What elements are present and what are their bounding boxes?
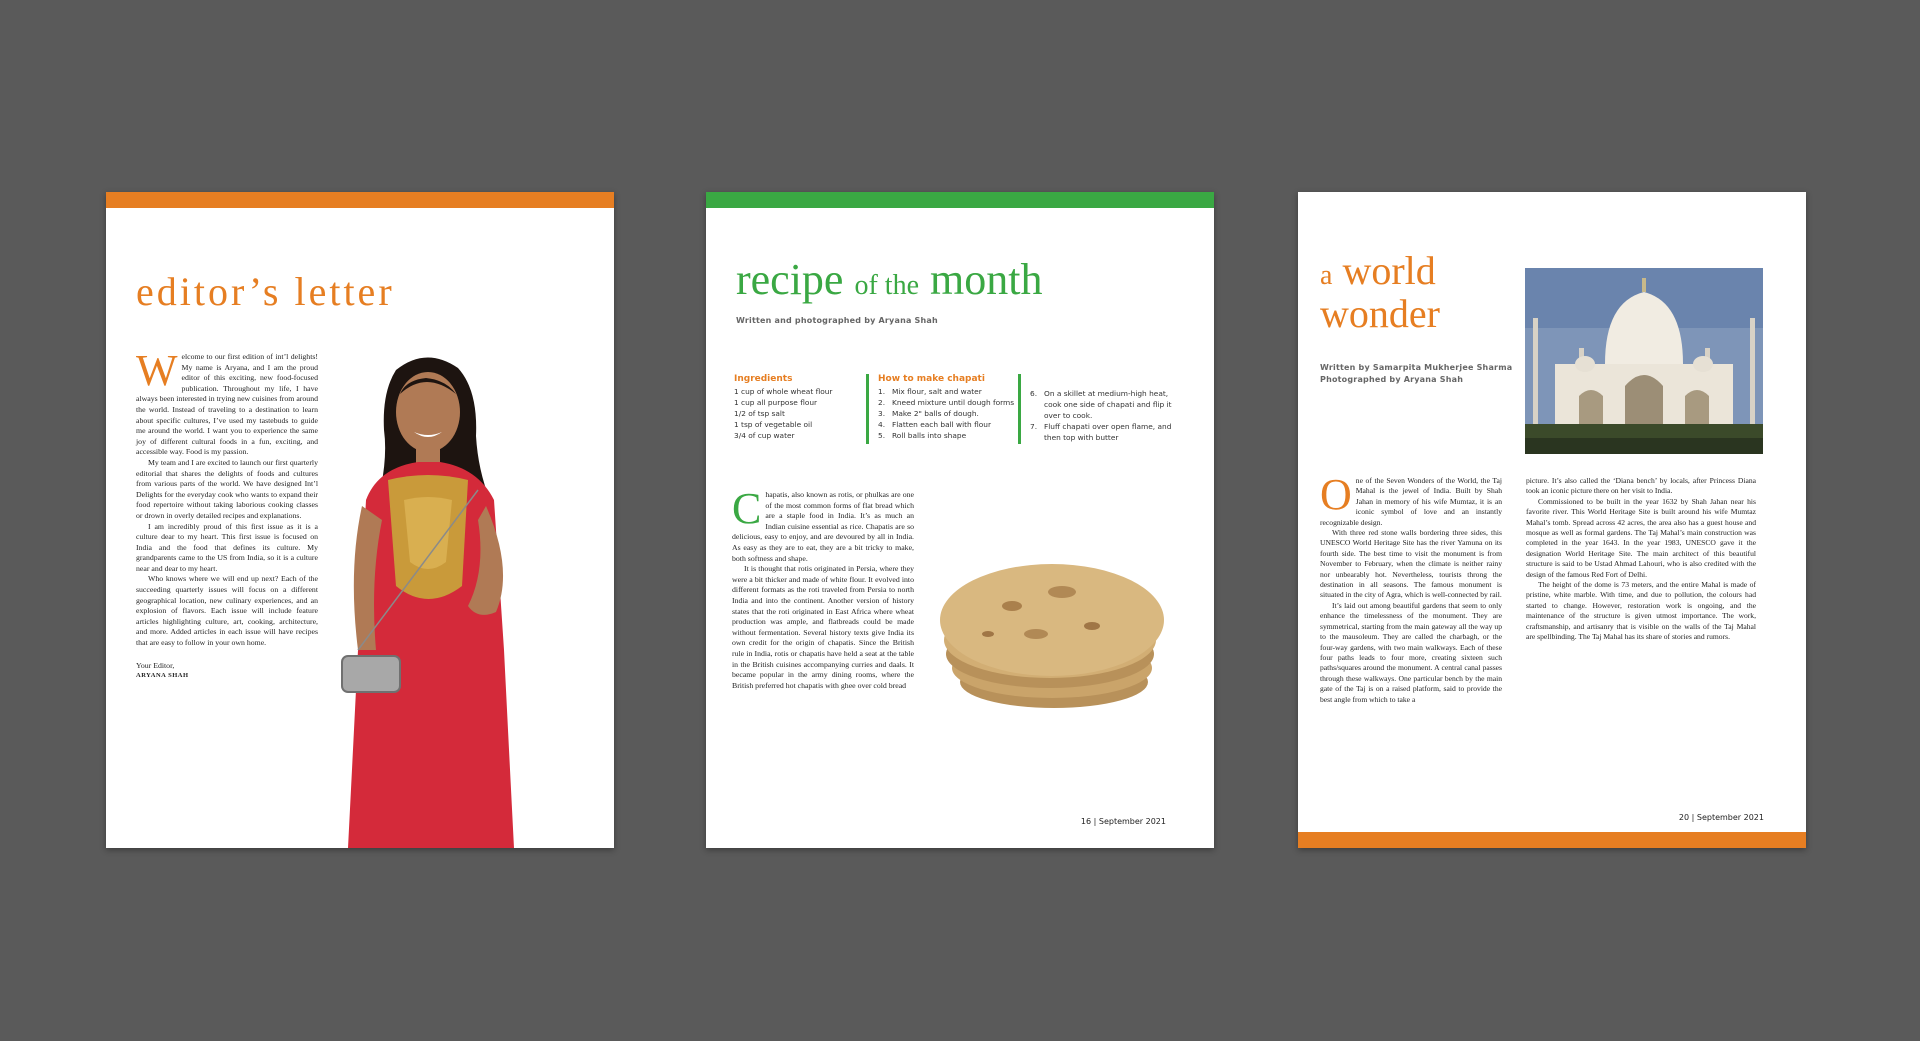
ingredient-item: 1/2 of tsp salt [734, 409, 785, 418]
article-paragraph: It is thought that rotis originated in Persia, where they were a bit thicker and made of white flour. It evolved into different formats as the roti traveled from Persia to north India and into the continent. Another version of history states that the roti originated in East Africa where wheat production was ample, and flatbreads could be made without fermentation. Several history texts give India its own credit for the origin of chapatis. Since the British rule in India, rotis or chapatis have held a seat at the table in the British cuisines accompanying curries and daals. It became popular in the army dining rooms, where the British preferred hot chapatis with ghee over cold bread [732, 564, 914, 690]
page-title: editor’s letter [136, 269, 395, 314]
article-paragraph: Commissioned to be built in the year 1632 by Shah Jahan near his favorite river. This World Heritage Site is built around his wife Mumtaz Mahal’s tomb. Spread across 42 acres, the area also has a guest house and mosque as well as formal gardens. The Taj Mahal’s main construction was completed in the year 1643. In the year 1983, UNESCO gave it the designation World Heritage Site. The main architect of this beautiful structure is said to be Ustad Ahmad Lahouri, who is also credited with the design of the famous Red Fort of Delhi. [1526, 496, 1756, 579]
article-paragraph: The height of the dome is 73 meters, and the entire Mahal is made of pristine, white marble. With time, and due to pollution, the colours had started to change. However, restoration work is ongoing, and the maintenance of the structure is given utmost importance. The work, craftsmanship, and artisanry that is visible on the walls of the Taj Mahal are spellbinding. The Taj Mahal has its share of stories and rumors. [1526, 580, 1756, 642]
method-steps [866, 374, 1018, 441]
letter-paragraph: Who knows where we will end up next? Each of the succeeding quarterly issues will focus on a different geographical location, new culinary experiences, and an explosion of flavors. Each issue will include feature articles highlighting culture, art, cooking, architecture, and more. Added articles in each issue will have recipes that are easy to follow in your own home. [136, 574, 318, 648]
editors-letter-page [106, 192, 614, 848]
page-title: recipe of the month [736, 255, 1043, 304]
byline: Written and photographed by Aryana Shah [736, 316, 938, 325]
drop-cap: W [136, 346, 178, 395]
page-folio: 20 | September 2021 [1678, 813, 1764, 822]
article-column [1526, 476, 1756, 643]
article-paragraph: It’s laid out among beautiful gardens that seem to only enhance the timelessness of the monument. They are symmetrical, starting from the main gateway all the way up to the mausoleum. They are called the charbagh, or the four-way gardens, with two main walkways. Each of these four paths leads to four more, creating sixteen such paths/squares around the monument. A central canal passes through these walkways. One particular bench by the main gate of the Taj is on a raised platform, said to provide the best angle from which to take a [1320, 600, 1502, 704]
method-step: 5. Roll balls into shape [878, 431, 967, 440]
ingredient-item: 3/4 of cup water [734, 431, 795, 440]
ingredient-item: 1 cup of whole wheat flour [734, 387, 833, 396]
article-paragraph: C hapatis, also known as rotis, or phulkas are one of the most common forms of flat bread which are a staple food in India. It’s as much an Indian cuisine essential as rice. Chapatis are so delicious, easy to enjoy, and are devoured by all in India. As easy as they are to eat, they are a bit tricky to make, both softness and shape. [732, 484, 914, 563]
article-column [1320, 470, 1502, 705]
ingredients-heading: Ingredients [734, 374, 793, 384]
ingredient-item: 1 tsp of vegetable oil [734, 420, 813, 429]
recipe-article [732, 484, 914, 691]
signoff: Your Editor, ARYANA SHAH [136, 661, 318, 681]
byline: Written by Samarpita Mukherjee Sharma Photographed by Aryana Shah [1320, 363, 1513, 384]
bottom-color-bar [1298, 832, 1806, 848]
article-paragraph: O ne of the Seven Wonders of the World, the Taj Mahal is the jewel of India. Built by Shah Jahan in memory of his wife Mumtaz, it is an iconic symbol of love and an instantly recognizable design. [1320, 470, 1502, 527]
ingredients-list [734, 374, 864, 441]
taj-mahal-image [1525, 268, 1763, 454]
page-title: a world wonder [1320, 248, 1440, 336]
article-paragraph: picture. It’s also called the ‘Diana bench’ by locals, after Princess Diana took an iconic picture there on her visit to India. [1526, 476, 1756, 496]
method-heading: How to make chapati [878, 374, 985, 384]
method-step: 7. Fluff chapati over open flame, and then top with butter [1030, 422, 1172, 442]
top-color-bar [106, 192, 614, 208]
drop-cap: C [732, 484, 762, 533]
letter-paragraph: W elcome to our first edition of int’l delights! My name is Aryana, and I am the proud editor of this exciting, new food-focused publication. Throughout my life, I have always been interested in trying new cuisines from around the world. Instead of traveling to a destination to learn about specific cultures, I’ve used my tastebuds to guide me around the world. I want you to experience the same joy of different cultural foods in a fun, exciting, and accessible way. Food is my passion. [136, 346, 318, 457]
recipe-page [706, 192, 1214, 848]
editor-name: ARYANA SHAH [136, 671, 189, 679]
method-step: 4. Flatten each ball with flour [878, 420, 991, 429]
world-wonder-page [1298, 192, 1806, 848]
letter-paragraph: I am incredibly proud of this first issue as it is a culture dear to my heart. This first issue is focused on India and the food that defines its culture. My grandparents came to the US from India, so it is a culture near and dear to my heart. [136, 521, 318, 573]
method-step: 6. On a skillet at medium-high heat, cook one side of chapati and flip it over to cook. [1030, 389, 1172, 420]
editor-portrait-image [318, 350, 534, 848]
top-color-bar [706, 192, 1214, 208]
method-step: 1. Mix flour, salt and water [878, 387, 982, 396]
page-folio: 16 | September 2021 [1080, 817, 1166, 826]
method-steps-continued [1018, 388, 1180, 443]
letter-body [136, 346, 318, 681]
chapati-stack-image [932, 522, 1172, 732]
method-step: 3. Make 2" balls of dough. [878, 409, 979, 418]
drop-cap: O [1320, 470, 1352, 519]
ingredient-item: 1 cup all purpose flour [734, 398, 818, 407]
article-paragraph: With three red stone walls bordering three sides, this UNESCO World Heritage Site has the river Yamuna on its fourth side. The best time to visit the monument is from November to February, when the climate is neither rainy nor unbearably hot. Nevertheless, tourists throng the destination in all seasons. The famous monument is situated in the city of Agra, which is well-connected by rail. [1320, 528, 1502, 600]
letter-paragraph: My team and I are excited to launch our first quarterly editorial that shares the delights of foods and cultures from various parts of the world. We have designed Int’l Delights for the everyday cook who wants to expand their food repertoire without taking laborious cooking classes or drown in overly detailed recipes and explanations. [136, 457, 318, 520]
method-step: 2. Kneed mixture until dough forms [878, 398, 1015, 407]
